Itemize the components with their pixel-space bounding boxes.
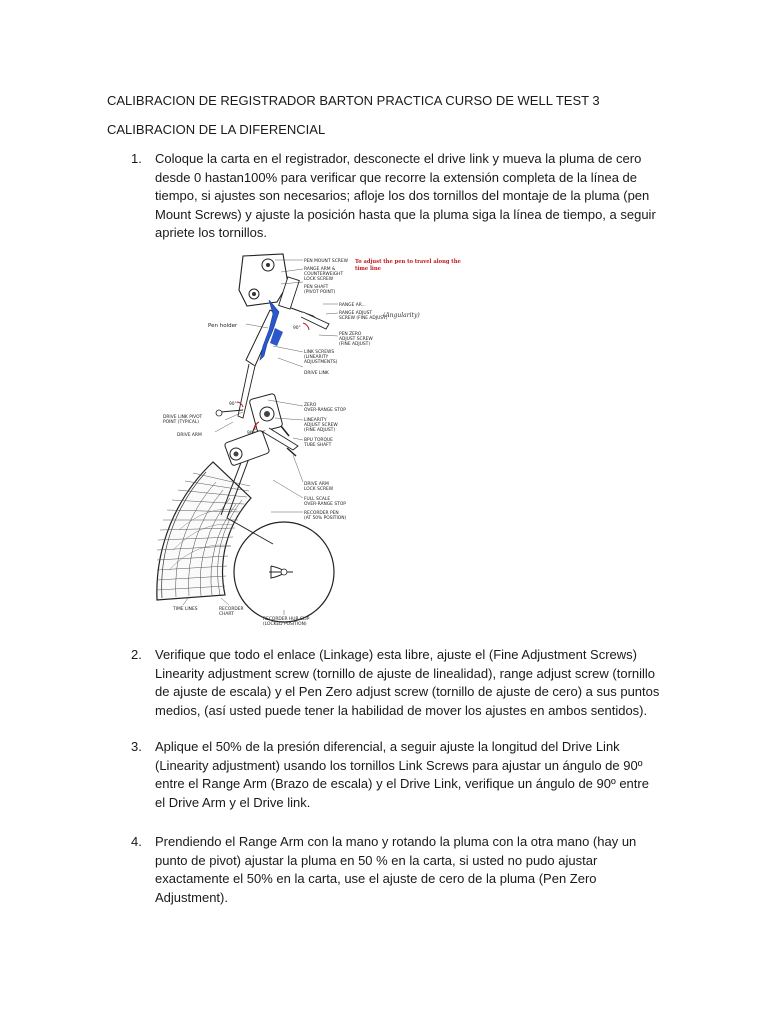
label-pen-shaft: PEN SHAFT (PIVOT POINT) bbox=[304, 285, 336, 295]
calibration-diagram bbox=[143, 250, 488, 628]
label-linearity-screw: LINEARITY ADJUST SCREW (FINE ADJUST) bbox=[304, 418, 338, 433]
note-adjust-pen: To adjust the pen to travel along the time line bbox=[355, 259, 461, 272]
list-item-text: Verifique que todo el enlace (Linkage) esta libre, ajuste el (Fine Adjustment Screws) Linearity adjustment screw (tornillo de ajuste de linealidad), range adjust screw (tornillo de ajuste de escala) y el Pen Zero adjust screw (tornillo de ajuste de cero) a sus puntos medios, (así usted puede tener la habilidad de mover los ajustes en ambos sentidos). bbox=[155, 647, 660, 718]
list-item-number: 3. bbox=[131, 739, 142, 754]
list-item-text: Coloque la carta en el registrador, desconecte el drive link y mueva la pluma de cero desde 0 hastan100% para verificar que recorre la extensión completa de la línea de tiempo, si ajustes son necesarios; afloje los dos tornillos del montaje de la pluma (pen Mount Screws) y ajuste la posición hasta que la pluma siga la línea de tiempo, a seguir apriete los tornillos. bbox=[155, 151, 656, 241]
label-pen-mount-screw: PEN MOUNT SCREW bbox=[304, 259, 348, 264]
label-angle-drive-link: 90° bbox=[229, 402, 237, 407]
list-item-number: 1. bbox=[131, 151, 142, 166]
document-title: CALIBRACION DE REGISTRADOR BARTON PRACTICA CURSO DE WELL TEST 3 bbox=[107, 93, 600, 108]
label-range-adjust-screw: RANGE ADJUST SCREW (FINE ADJUST) bbox=[339, 311, 388, 321]
section-title: CALIBRACION DE LA DIFERENCIAL bbox=[107, 122, 326, 137]
label-angle-range-link: 90° bbox=[293, 326, 301, 331]
label-pen-holder: Pen holder bbox=[208, 323, 238, 329]
list-item bbox=[107, 833, 662, 907]
label-time-lines: TIME LINES bbox=[173, 607, 198, 612]
chart-hub bbox=[234, 522, 334, 622]
label-zero-stop: ZERO OVER-RANGE STOP bbox=[304, 403, 346, 413]
note-angularity: (Angularity) bbox=[383, 312, 420, 319]
list-item-text: Aplique el 50% de la presión diferencial, a seguir ajuste la longitud del Drive Link (Linearity adjustment) usando los tornillos Link Screws para ajustar un ángulo de 90º entre el Range Arm (Brazo de escala) y el Drive Link, verifique un ángulo de 90º entre el Drive Arm y el Drive link. bbox=[155, 739, 649, 810]
label-recorder-chart: RECORDER CHART bbox=[219, 607, 244, 617]
label-drive-arm: DRIVE ARM bbox=[177, 433, 202, 438]
list-item bbox=[107, 646, 662, 720]
label-bpu-torque: BPU TORQUE TUBE SHAFT bbox=[304, 438, 333, 448]
list-item-number: 2. bbox=[131, 647, 142, 662]
label-angle-drive-arm: 90° bbox=[247, 431, 255, 436]
list-item-number: 4. bbox=[131, 834, 142, 849]
list-item-text: Prendiendo el Range Arm con la mano y rotando la pluma con la otra mano (hay un punto de pivot) ajustar la pluma en 50 % en la carta, si usted no pudo ajustar exactamente el 50% en la carta, use el ajuste de cero de la pluma (Pen Zero Adjustment). bbox=[155, 834, 637, 905]
label-link-screws: LINK SCREWS (LINEARITY ADJUSTMENTS) bbox=[304, 350, 338, 365]
list-item bbox=[107, 738, 662, 812]
label-pen-zero-adjust: PEN ZERO ADJUST SCREW (FINE ADJUST) bbox=[339, 332, 373, 347]
label-drive-link-pivot: DRIVE LINK PIVOT POINT (TYPICAL) bbox=[163, 415, 203, 425]
list-item bbox=[107, 150, 662, 243]
label-drive-link: DRIVE LINK bbox=[304, 371, 329, 376]
label-full-scale-stop: FULL SCALE OVER-RANGE STOP bbox=[304, 497, 346, 507]
label-drive-arm-lock: DRIVE ARM LOCK SCREW bbox=[304, 482, 334, 492]
label-range-arm-counterweight: RANGE ARM & COUNTERWEIGHT LOCK SCREW bbox=[304, 267, 344, 282]
label-recorder-pen: RECORDER PEN (AT 50% POSITION) bbox=[304, 511, 347, 521]
label-range-arm: RANGE AR... bbox=[339, 303, 366, 308]
label-hub-clip: RECORDER HUB CLIP (LOCKED POSITION) bbox=[263, 617, 310, 627]
